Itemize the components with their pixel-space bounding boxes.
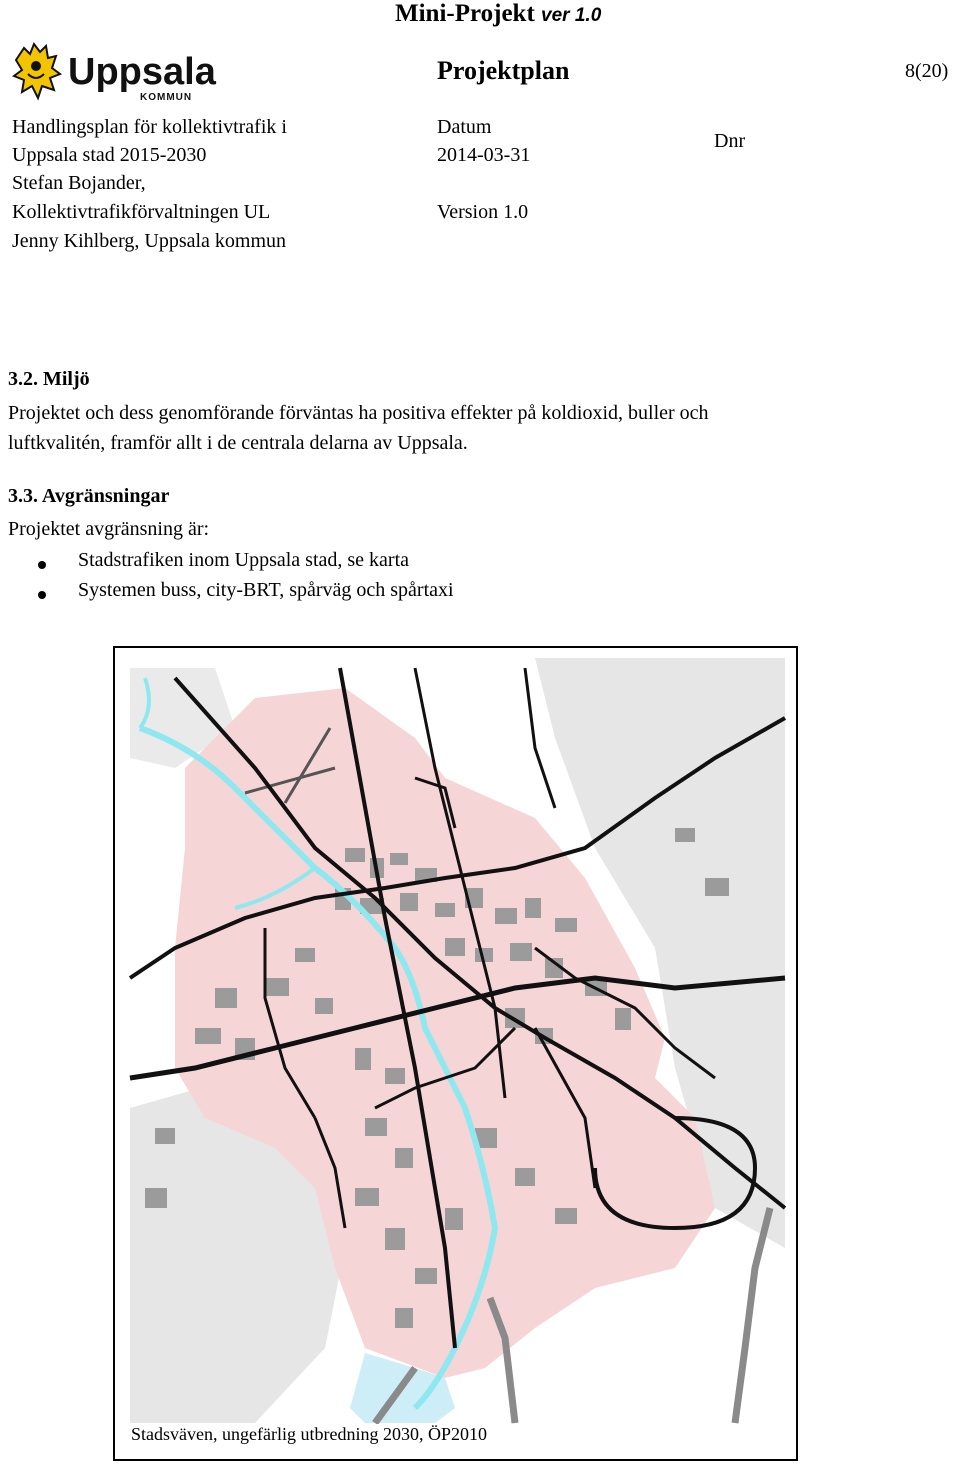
section-heading-avgransningar: 3.3. Avgränsningar bbox=[8, 485, 170, 507]
logo-wordmark: Uppsala bbox=[68, 51, 216, 93]
map-graphic bbox=[115, 648, 796, 1459]
plan-title: Projektplan bbox=[437, 56, 570, 85]
page-number: 8(20) bbox=[905, 60, 949, 82]
document-title bbox=[395, 0, 601, 28]
document-title-text: Mini-Projekt bbox=[395, 0, 535, 27]
header-line-3: Stefan Bojander, bbox=[12, 172, 146, 194]
bullet-dot-1 bbox=[38, 561, 46, 569]
header-line-2: Uppsala stad 2015-2030 bbox=[12, 144, 207, 166]
lion-crest-icon bbox=[12, 40, 237, 102]
bullet-item-1: Stadstrafiken inom Uppsala stad, se karta bbox=[78, 549, 410, 571]
date-label: Datum bbox=[437, 116, 492, 138]
logo-subtext: KOMMUN bbox=[140, 92, 193, 102]
document-version-tag: ver 1.0 bbox=[541, 5, 602, 26]
section-heading-miljo: 3.2. Miljö bbox=[8, 368, 90, 390]
uppsala-kommun-logo bbox=[12, 40, 237, 102]
avgransningar-intro: Projektet avgränsning är: bbox=[8, 518, 210, 540]
header-line-1: Handlingsplan för kollektivtrafik i bbox=[12, 116, 287, 138]
header-line-4: Kollektivtrafikförvaltningen UL bbox=[12, 201, 271, 223]
dnr-label: Dnr bbox=[714, 130, 746, 152]
map-caption: Stadsväven, ungefärlig utbredning 2030, ÖP2010 bbox=[131, 1424, 487, 1444]
bullet-dot-2 bbox=[38, 591, 46, 599]
uppsala-map bbox=[113, 646, 798, 1461]
date-value: 2014-03-31 bbox=[437, 144, 531, 166]
header-line-5: Jenny Kihlberg, Uppsala kommun bbox=[12, 230, 287, 252]
version-value: Version 1.0 bbox=[437, 201, 529, 223]
miljo-paragraph-line-2: luftkvalitén, framför allt i de centrala delarna av Uppsala. bbox=[8, 432, 468, 454]
miljo-paragraph-line-1: Projektet och dess genomförande förväntas ha positiva effekter på koldioxid, buller och bbox=[8, 402, 709, 424]
bullet-item-2: Systemen buss, city-BRT, spårväg och spårtaxi bbox=[78, 579, 454, 601]
